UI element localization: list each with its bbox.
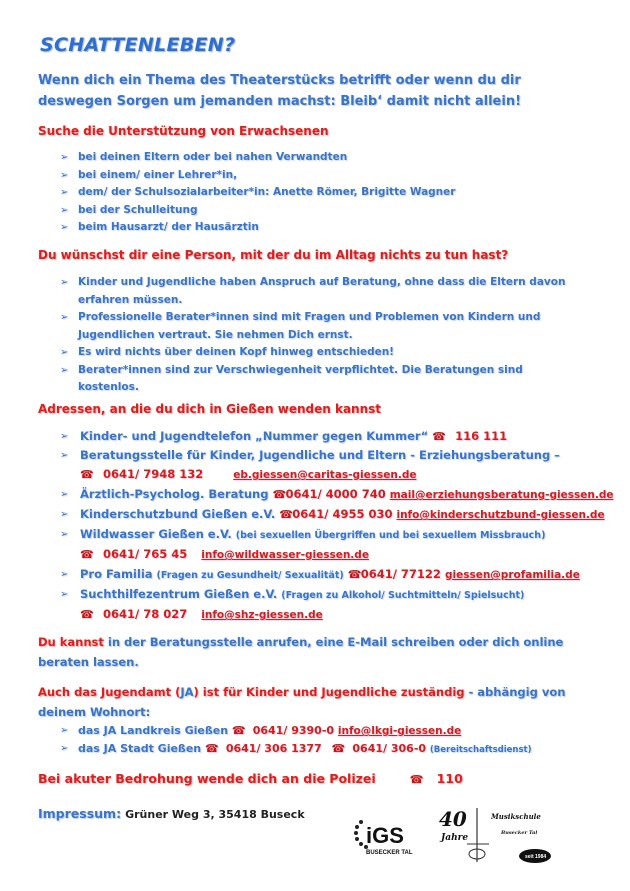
police-notice: Bei akuter Bedrohung wende dich an die Polizei ☎ 110	[38, 771, 463, 786]
section1-list	[60, 149, 600, 237]
online-advice-text: Du kannst in der Beratungsstelle anrufen, eine E-Mail schreiben oder dich online beraten lassen.	[38, 635, 564, 669]
telephone-icon: ☎	[347, 568, 362, 581]
telephone-icon: ☎	[80, 608, 94, 621]
telephone-icon: ☎	[409, 773, 424, 786]
address-item: ➢ Pro Familia (Fragen zu Gesundheit/ Sexualität) ☎0641/ 77122 giessen@profamilia.de	[60, 565, 620, 585]
music-school-40-years-logo	[437, 804, 557, 866]
email-link[interactable]: giessen@profamilia.de	[444, 569, 580, 581]
impressum: Impressum: Grüner Weg 3, 35418 Buseck	[38, 806, 305, 821]
list-item: ➢ Professionelle Berater*innen sind mit Fragen und Problemen von Kindern und Jugendlichen vertraut. Sie nehmen Dich ernst.	[60, 311, 541, 341]
address-item: ➢ Beratungsstelle für Kinder, Jugendliche und Eltern - Erziehungsberatung – ☎ 0641/ 7948 132 eb.giessen@caritas-giessen.de	[60, 446, 620, 485]
music-school-since: seit 1984	[525, 854, 547, 860]
telephone-icon: ☎	[204, 742, 219, 755]
youth-office-list	[60, 722, 620, 759]
email-link[interactable]: info@wildwasser-giessen.de	[201, 549, 369, 561]
address-item: ➢ Ärztlich-Psycholog. Beratung ☎0641/ 4000 740 mail@erziehungsberatung-giessen.de	[60, 485, 620, 505]
email-link[interactable]: mail@erziehungsberatung-giessen.de	[389, 489, 614, 501]
section3-heading: Adressen, an die du dich in Gießen wenden kannst	[38, 402, 382, 416]
list-item: ➢ bei einem/ einer Lehrer*in,	[60, 167, 600, 185]
arrow-right-icon: ➢	[60, 529, 69, 540]
section2-heading: Du wünschst dir eine Person, mit der du im Alltag nichts zu tun hast?	[38, 248, 509, 262]
email-link[interactable]: info@shz-giessen.de	[201, 609, 323, 621]
arrow-right-icon: ➢	[60, 743, 69, 754]
list-item: ➢ Berater*innen sind zur Verschwiegenheit verpflichtet. Die Beratungen sind kostenlos.	[60, 363, 523, 393]
list-item: ➢ Es wird nichts über deinen Kopf hinweg entschieden!	[60, 344, 570, 362]
telephone-icon: ☎	[272, 488, 287, 501]
telephone-icon: ☎	[231, 724, 246, 737]
list-item: ➢ beim Hausarzt/ der Hausärztin	[60, 219, 600, 237]
intro-text: Wenn dich ein Thema des Theaterstücks betrifft oder wenn du dir deswegen Sorgen um jemanden machst: Bleib‘ damit nicht allein!	[38, 73, 522, 109]
address-item: ➢ Kinderschutzbund Gießen e.V. ☎0641/ 4955 030 info@kinderschutzbund-giessen.de	[60, 505, 620, 525]
music-school-name: Musikschule	[491, 812, 541, 821]
arrow-right-icon: ➢	[60, 277, 69, 288]
address-item: ➢ Suchthilfezentrum Gießen e.V. (Fragen zu Alkohol/ Suchtmitteln/ Spielsucht) ☎ 0641/ 78 027 info@shz-giessen.de	[60, 585, 620, 625]
igs-logo	[352, 812, 432, 862]
arrow-right-icon: ➢	[60, 589, 69, 600]
address-item: ➢ Wildwasser Gießen e.V. (bei sexuellen Übergriffen und bei sexuellem Missbrauch) ☎ 0641/ 765 45 info@wildwasser-giessen.de	[60, 525, 620, 565]
igs-logo-subtext: BUSECKER TAL	[366, 850, 413, 856]
arrow-right-icon: ➢	[60, 725, 69, 736]
list-item: ➢ das JA Stadt Gießen ☎ 0641/ 306 1377 ☎ 0641/ 306-0 (Bereitschaftsdienst)	[60, 740, 620, 759]
arrow-right-icon: ➢	[60, 569, 69, 580]
address-item: ➢ Kinder- und Jugendtelefon „Nummer gegen Kummer“ ☎ 116 111	[60, 427, 620, 446]
email-link[interactable]: info@kinderschutzbund-giessen.de	[396, 509, 605, 521]
arrow-right-icon: ➢	[60, 169, 69, 181]
list-item: ➢ bei deinen Eltern oder bei nahen Verwandten	[60, 149, 600, 167]
section1-heading: Suche die Unterstützung von Erwachsenen	[38, 124, 329, 138]
arrow-right-icon: ➢	[60, 187, 69, 198]
arrow-right-icon: ➢	[60, 431, 69, 442]
list-item: ➢ bei der Schulleitung	[60, 202, 600, 220]
page-title: SCHATTENLEBEN?	[40, 34, 236, 56]
email-link[interactable]: info@lkgi-giessen.de	[337, 725, 462, 737]
section2-list	[60, 274, 570, 397]
arrow-right-icon: ➢	[60, 347, 69, 358]
telephone-icon: ☎	[80, 548, 94, 561]
list-item: ➢ das JA Landkreis Gießen ☎ 0641/ 9390-0 info@lkgi-giessen.de	[60, 722, 620, 740]
arrow-right-icon: ➢	[60, 222, 69, 233]
arrow-right-icon: ➢	[60, 489, 69, 500]
telephone-icon: ☎	[279, 508, 293, 521]
telephone-icon: ☎	[432, 430, 446, 443]
telephone-icon: ☎	[80, 468, 94, 481]
arrow-right-icon: ➢	[60, 312, 69, 323]
list-item: ➢ dem/ der Schulsozialarbeiter*in: Anette Römer, Brigitte Wagner	[60, 184, 600, 202]
arrow-right-icon: ➢	[60, 450, 69, 461]
arrow-right-icon: ➢	[60, 204, 69, 216]
arrow-right-icon: ➢	[60, 364, 69, 376]
list-item: ➢ Kinder und Jugendliche haben Anspruch auf Beratung, ohne dass die Eltern davon erfahren müssen.	[60, 276, 566, 306]
forty-word: Jahre	[441, 833, 469, 843]
forty-number: 40	[439, 807, 467, 831]
arrow-right-icon: ➢	[60, 509, 69, 520]
email-link[interactable]: eb.giessen@caritas-giessen.de	[233, 469, 417, 481]
igs-logo-text: iGS	[366, 823, 404, 848]
youth-office-text: Auch das Jugendamt (JA) ist für Kinder und Jugendliche zuständig - abhängig von deinem Wohnort:	[38, 685, 566, 719]
arrow-right-icon: ➢	[60, 152, 69, 163]
address-list	[60, 427, 620, 625]
telephone-icon: ☎	[331, 742, 346, 755]
music-school-region: Busecker Tal	[501, 830, 538, 836]
